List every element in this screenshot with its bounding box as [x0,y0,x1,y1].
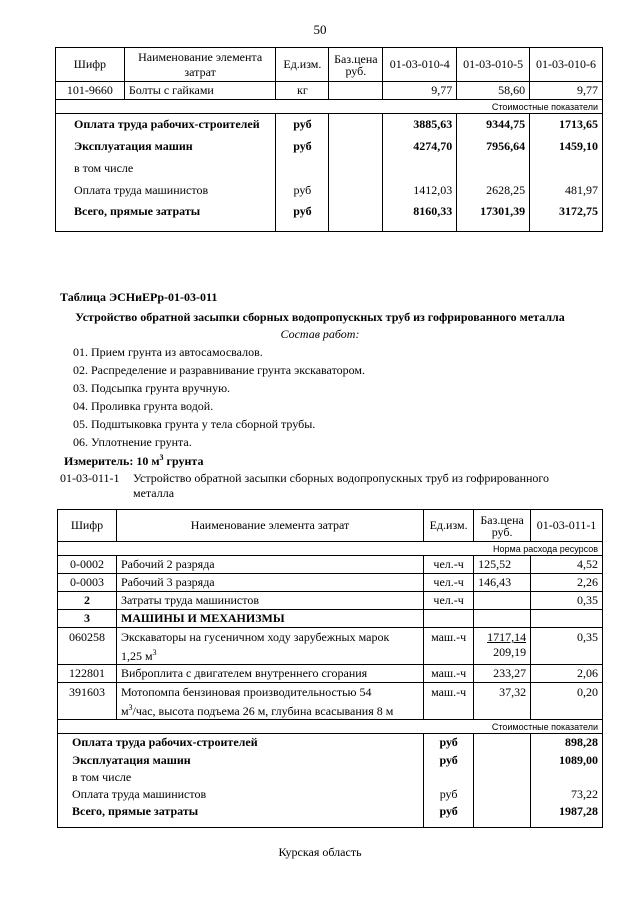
summary-price [474,786,531,804]
section-label: Стоимостные показатели [56,100,603,114]
summary-unit: руб [276,136,329,158]
summary-name: Эксплуатация машин [56,136,276,158]
summary-col1: 1412,03 [383,180,457,202]
summary-row [58,734,603,752]
work-item: 02. Распределение и разравнивание грунта экскаватором. [73,363,366,377]
summary-name: Оплата труда машинистов [58,786,424,804]
price-main: 1717,14 [487,630,527,644]
work-item: 06. Уплотнение грунта. [73,435,192,449]
table-title: Таблица ЭСНиЕРр-01-03-011 [60,290,218,304]
cell-col1: 9,77 [383,82,457,100]
measure-suffix: грунта [163,454,204,468]
header-price: Баз.цена руб. [474,510,531,542]
summary-val: 1089,00 [531,752,603,770]
section-header-row [58,610,603,628]
work-item: 04. Проливка грунта водой. [73,399,214,413]
summary-val: 73,22 [531,786,603,804]
summary-col3: 481,97 [530,180,603,202]
cell-col2: 58,60 [457,82,530,100]
resource-table-bottom [57,509,603,828]
norm-label: Норма расхода ресурсов [58,542,603,556]
summary-name: Оплата труда машинистов [56,180,276,202]
summary-row [56,202,603,232]
summary-unit: руб [424,752,474,770]
summary-col3: 1459,10 [530,136,603,158]
table-row [58,683,603,720]
header-col3: 01-03-010-6 [530,48,603,82]
cell-name-line1: Экскаваторы на гусеничном ходу зарубежных марок [120,630,390,644]
header-col1: 01-03-010-4 [383,48,457,82]
cell-unit: чел.-ч [424,556,474,574]
summary-price [474,752,531,770]
summary-col2: 17301,39 [457,202,530,232]
cell-unit: маш.-ч [424,683,474,720]
table-row [58,574,603,592]
cell-unit [424,610,474,628]
resource-table-top [55,47,603,232]
item-desc-2: металла [133,486,175,500]
cell-price: 37,32 [474,683,531,720]
cell-price [474,610,531,628]
work-item: 01. Прием грунта из автосамосвалов. [73,345,263,359]
cell-code: 2 [58,592,117,610]
section-code: 3 [58,610,117,628]
table-row [58,665,603,683]
table-row [58,556,603,574]
cell-val: 0,20 [531,683,603,720]
cell-unit: маш.-ч [424,628,474,665]
cell-val: 0,35 [531,592,603,610]
header-col2: 01-03-010-5 [457,48,530,82]
summary-name: Оплата труда рабочих-строителей [56,114,276,136]
summary-col1 [383,158,457,180]
cell-unit: маш.-ч [424,665,474,683]
page-number: 50 [313,22,327,37]
summary-val [531,770,603,786]
header-name: Наименование элемента затрат [116,510,423,542]
measure-line [64,453,203,469]
item-desc-1: Устройство обратной засыпки сборных водопропускных труб из гофрированного [133,471,550,485]
price-sub: 209,19 [493,645,527,659]
summary-price [329,158,383,180]
cell-name-line2b: /час, высота подъема 26 м, глубина всасывания 8 м [132,704,394,718]
summary-row [58,804,603,828]
summary-col3: 3172,75 [530,202,603,232]
section-name: МАШИНЫ И МЕХАНИЗМЫ [116,610,423,628]
summary-unit: руб [276,202,329,232]
summary-col1: 8160,33 [383,202,457,232]
summary-name: Эксплуатация машин [58,752,424,770]
section-row [58,542,603,556]
cell-name: Рабочий 2 разряда [116,556,423,574]
summary-col1: 4274,70 [383,136,457,158]
summary-unit [276,158,329,180]
header-unit: Ед.изм. [424,510,474,542]
work-header: Состав работ: [280,327,360,341]
cell-price: 125,52 [474,556,531,574]
cell-val: 0,35 [531,628,603,665]
header-col1: 01-03-011-1 [531,510,603,542]
header-name: Наименование элемента затрат [124,48,276,82]
summary-row [58,752,603,770]
summary-name: Всего, прямые затраты [58,804,424,828]
header-price: Баз.цена руб. [329,48,383,82]
table-row [58,628,603,665]
cell-name-line1: Мотопомпа бензиновая производительностью 54 [120,685,372,699]
cell-code: 101-9660 [56,82,125,100]
summary-row [58,770,603,786]
cell-val: 2,26 [531,574,603,592]
cell-price [329,82,383,100]
summary-price [329,136,383,158]
summary-col3 [530,158,603,180]
summary-price [329,114,383,136]
summary-col2 [457,158,530,180]
measure-label: Измеритель: 10 м [64,454,160,468]
summary-unit: руб [276,114,329,136]
cell-code: 391603 [58,683,117,720]
cell-unit: чел.-ч [424,574,474,592]
cell-code: 122801 [58,665,117,683]
cell-name [116,683,423,720]
page-footer: Курская область [278,845,362,859]
cell-name: Виброплита с двигателем внутреннего сгорания [116,665,423,683]
cell-code: 0-0002 [58,556,117,574]
table-header-row [56,48,603,82]
header-code: Шифр [58,510,117,542]
cell-name-line2a: м [120,704,129,718]
summary-row [56,136,603,158]
cell-name-sup: 3 [128,703,133,712]
summary-price [329,180,383,202]
item-code: 01-03-011-1 [60,471,120,485]
summary-col2: 2628,25 [457,180,530,202]
summary-row [58,786,603,804]
cell-name-sup: 3 [152,648,157,657]
cell-val [531,610,603,628]
summary-unit: руб [424,734,474,752]
summary-name: в том числе [56,158,276,180]
table-header-row [58,510,603,542]
section-label: Стоимостные показатели [58,720,603,734]
summary-price [329,202,383,232]
summary-name: в том числе [58,770,424,786]
cell-unit: кг [276,82,329,100]
summary-col2: 9344,75 [457,114,530,136]
cell-name [116,628,423,665]
summary-val: 1987,28 [531,804,603,828]
cell-price: 146,43 [474,574,531,592]
cell-col3: 9,77 [530,82,603,100]
cell-code: 060258 [58,628,117,665]
cell-price [474,592,531,610]
summary-col3: 1713,65 [530,114,603,136]
measure-sup: 3 [159,453,164,462]
cell-price [474,628,531,665]
summary-price [474,734,531,752]
summary-row [56,158,603,180]
work-item: 03. Подсыпка грунта вручную. [73,381,231,395]
cell-val: 4,52 [531,556,603,574]
cell-name: Затраты труда машинистов [116,592,423,610]
summary-unit: руб [276,180,329,202]
summary-price [474,804,531,828]
summary-name: Оплата труда рабочих-строителей [58,734,424,752]
section-row [56,100,603,114]
cell-unit: чел.-ч [424,592,474,610]
cell-code: 0-0003 [58,574,117,592]
cell-name: Рабочий 3 разряда [116,574,423,592]
cell-name: Болты с гайками [124,82,276,100]
summary-col1: 3885,63 [383,114,457,136]
summary-row [56,114,603,136]
summary-unit [424,770,474,786]
cell-val: 2,06 [531,665,603,683]
summary-unit: руб [424,786,474,804]
summary-row [56,180,603,202]
cell-price: 233,27 [474,665,531,683]
work-item: 05. Подштыковка грунта у тела сборной трубы. [73,417,316,431]
cell-name-line2: 1,25 м [120,649,153,663]
summary-col2: 7956,64 [457,136,530,158]
section-row [58,720,603,734]
summary-unit: руб [424,804,474,828]
table-row [56,82,603,100]
header-code: Шифр [56,48,125,82]
summary-val: 898,28 [531,734,603,752]
summary-name: Всего, прямые затраты [56,202,276,232]
header-unit: Ед.изм. [276,48,329,82]
summary-price [474,770,531,786]
table-subtitle: Устройство обратной засыпки сборных водопропускных труб из гофрированного металла [75,310,565,324]
table-row [58,592,603,610]
